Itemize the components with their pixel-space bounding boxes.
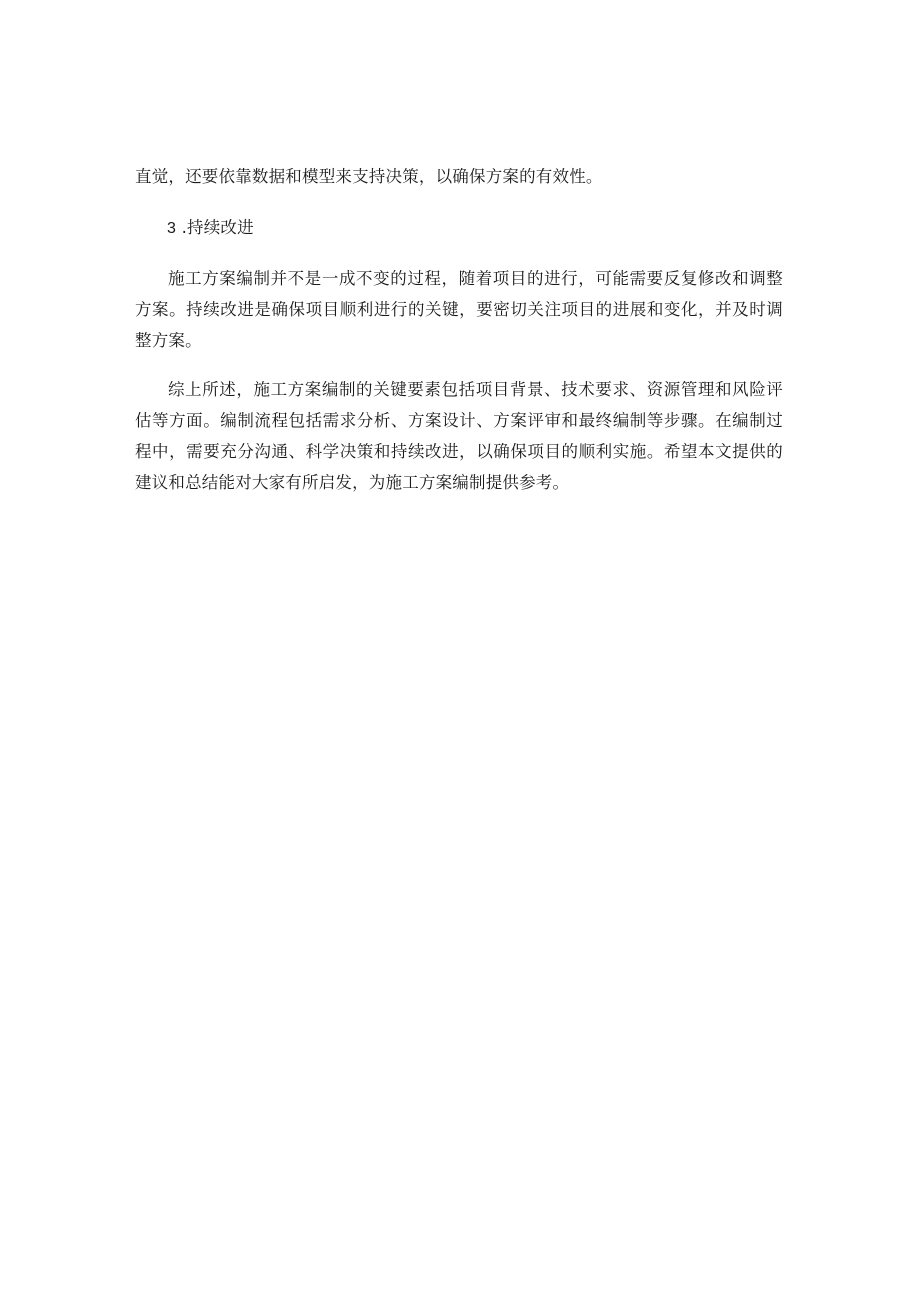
section-number: 3 [167,220,177,237]
section-number-separator: . [181,218,188,237]
document-body [135,161,783,498]
continued-paragraph: 直觉，还要依靠数据和模型来支持决策，以确保方案的有效性。 [135,167,603,186]
section-heading [135,212,783,244]
section-title: 持续改进 [187,218,254,237]
paragraph-conclusion: 综上所述，施工方案编制的关键要素包括项目背景、技术要求、资源管理和风险评估等方面。编制流程包括需求分析、方案设计、方案评审和最终编制等步骤。在编制过程中，需要充分沟通、科学决策和持续改进，以确保项目的顺利实施。希望本文提供的建议和总结能对大家有所启发，为施工方案编制提供参考。 [135,380,783,492]
paragraph-continuous-improvement: 施工方案编制并不是一成不变的过程，随着项目的进行，可能需要反复修改和调整方案。持续改进是确保项目顺利进行的关键，要密切关注项目的进展和变化，并及时调整方案。 [135,269,783,350]
